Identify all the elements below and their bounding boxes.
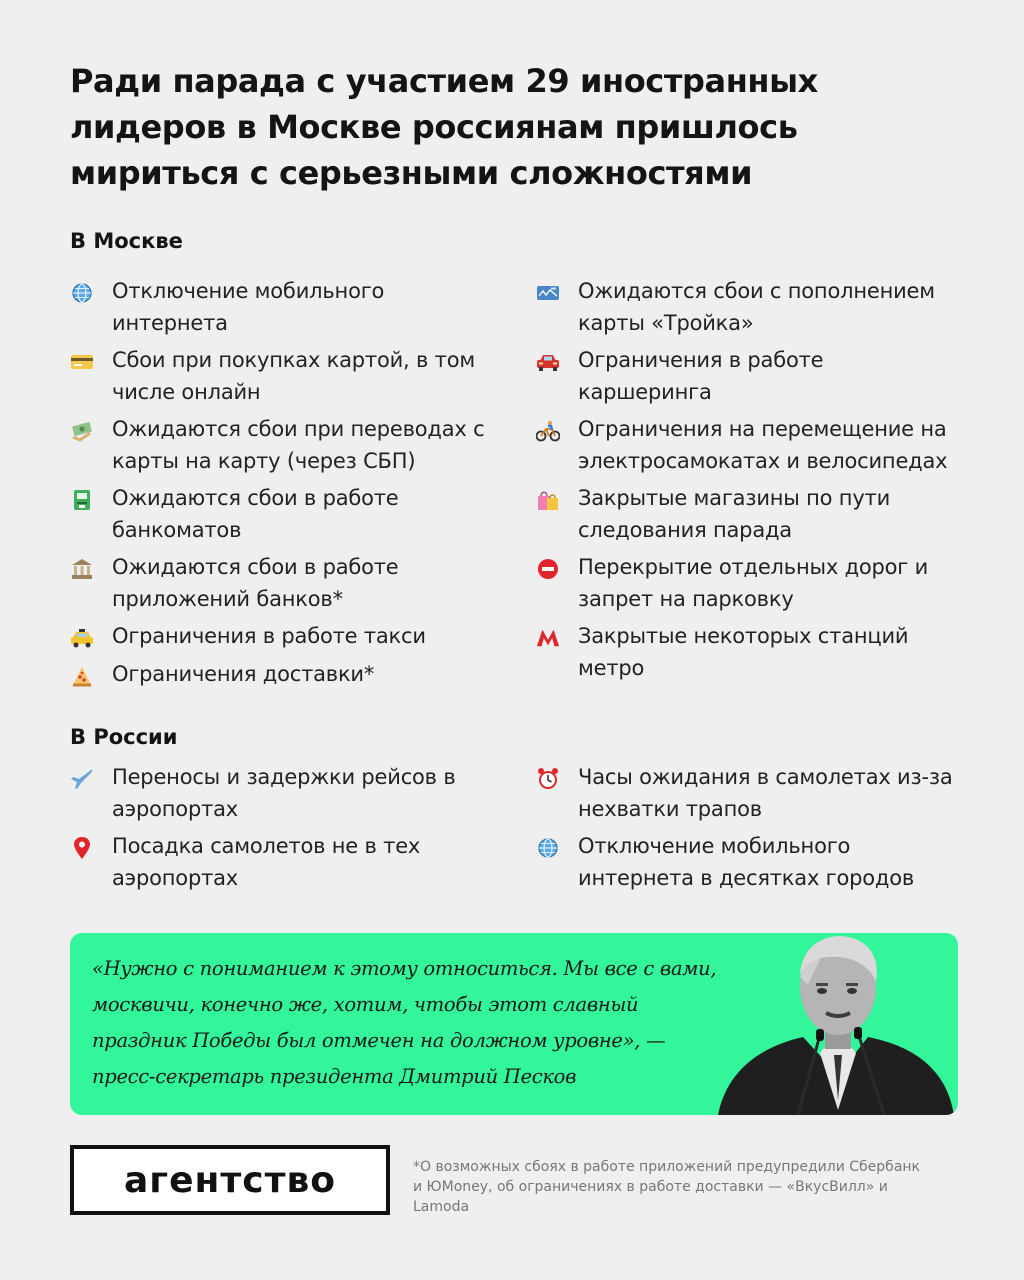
- list-item-text: Ограничения доставки*: [112, 661, 375, 686]
- speaker-portrait: [708, 933, 958, 1115]
- atm-icon: [70, 489, 94, 511]
- list-item-text: Ожидаются сбои в работе приложений банков*: [112, 555, 399, 611]
- list-item-text: Ожидаются сбои при переводах с карты на карту (через СБП): [112, 417, 485, 473]
- list-item-text: Перекрытие отдельных дорог и запрет на парковку: [578, 555, 929, 611]
- taxi-icon: [70, 627, 94, 649]
- car-icon: [536, 351, 560, 373]
- shopping-bags-icon: [536, 489, 560, 511]
- list-item-text: Отключение мобильного интернета в десятках городов: [578, 834, 915, 890]
- list-item-text: Сбои при покупках картой, в том числе онлайн: [112, 348, 475, 404]
- list-item: [536, 552, 956, 615]
- list-item: [536, 345, 956, 408]
- page-title: Ради парада с участием 29 иностранных лидеров в Москве россиянам пришлось мириться с серьезными сложностями: [70, 62, 818, 192]
- metro-icon: [536, 627, 560, 649]
- list-item-text: Ожидаются сбои с пополнением карты «Тройка»: [578, 279, 935, 335]
- list-item: [70, 345, 490, 408]
- globe-icon: [70, 282, 94, 304]
- pizza-icon: [70, 665, 94, 687]
- list-item: [536, 276, 956, 339]
- alarm-clock-icon: [536, 768, 560, 790]
- bank-icon: [70, 558, 94, 580]
- section-heading-russia: В России: [70, 725, 178, 749]
- list-item: [70, 762, 490, 825]
- russia-list-right: [536, 762, 956, 900]
- list-item-text: Закрытые магазины по пути следования парада: [578, 486, 891, 542]
- list-item-text: Переносы и задержки рейсов в аэропортах: [112, 765, 456, 821]
- quote-line: пресс-секретарь президента Дмитрий Песков: [92, 1065, 577, 1088]
- list-item: [70, 621, 490, 653]
- globe-icon: [536, 837, 560, 859]
- quote-text: [92, 951, 752, 1095]
- quote-line: праздник Победы был отмечен на должном уровне», —: [92, 1029, 666, 1052]
- list-item: [536, 831, 956, 894]
- list-item: [70, 831, 490, 894]
- airplane-icon: [70, 768, 94, 790]
- list-item: [70, 552, 490, 615]
- list-item: [70, 659, 490, 691]
- list-item-text: Закрытые некоторых станций метро: [578, 624, 909, 680]
- footnote: *О возможных сбоях в работе приложений предупредили Сбербанк и ЮMoney, об ограничениях в работе доставки — «ВкусВилл» и Lamoda: [413, 1159, 921, 1215]
- list-item-text: Отключение мобильного интернета: [112, 279, 385, 335]
- list-item-text: Ограничения в работе каршеринга: [578, 348, 824, 404]
- list-item: [70, 414, 490, 477]
- list-item-text: Часы ожидания в самолетах из-за нехватки трапов: [578, 765, 953, 821]
- list-item: [536, 621, 956, 684]
- money-transfer-icon: [70, 420, 94, 442]
- credit-card-icon: [70, 351, 94, 373]
- agentstvo-logo: агентство: [70, 1145, 390, 1215]
- section-heading-moscow: В Москве: [70, 229, 183, 253]
- list-item: [536, 483, 956, 546]
- cyclist-icon: [536, 420, 560, 442]
- list-item: [70, 276, 490, 339]
- list-item: [536, 414, 956, 477]
- quote-line: «Нужно с пониманием к этому относиться. Мы все с вами,: [92, 957, 717, 980]
- location-pin-icon: [70, 837, 94, 859]
- list-item: [536, 762, 956, 825]
- list-item-text: Ожидаются сбои в работе банкоматов: [112, 486, 399, 542]
- quote-line: москвичи, конечно же, хотим, чтобы этот славный: [92, 993, 639, 1016]
- list-item-text: Ограничения в работе такси: [112, 624, 426, 648]
- moscow-list-left: [70, 276, 490, 696]
- list-item-text: Ограничения на перемещение на электросамокатах и велосипедах: [578, 417, 948, 473]
- moscow-list-right: [536, 276, 956, 690]
- no-entry-icon: [536, 558, 560, 580]
- list-item-text: Посадка самолетов не в тех аэропортах: [112, 834, 421, 890]
- russia-list-left: [70, 762, 490, 900]
- transit-card-icon: [536, 282, 560, 304]
- quote-block: [70, 933, 958, 1115]
- list-item: [70, 483, 490, 546]
